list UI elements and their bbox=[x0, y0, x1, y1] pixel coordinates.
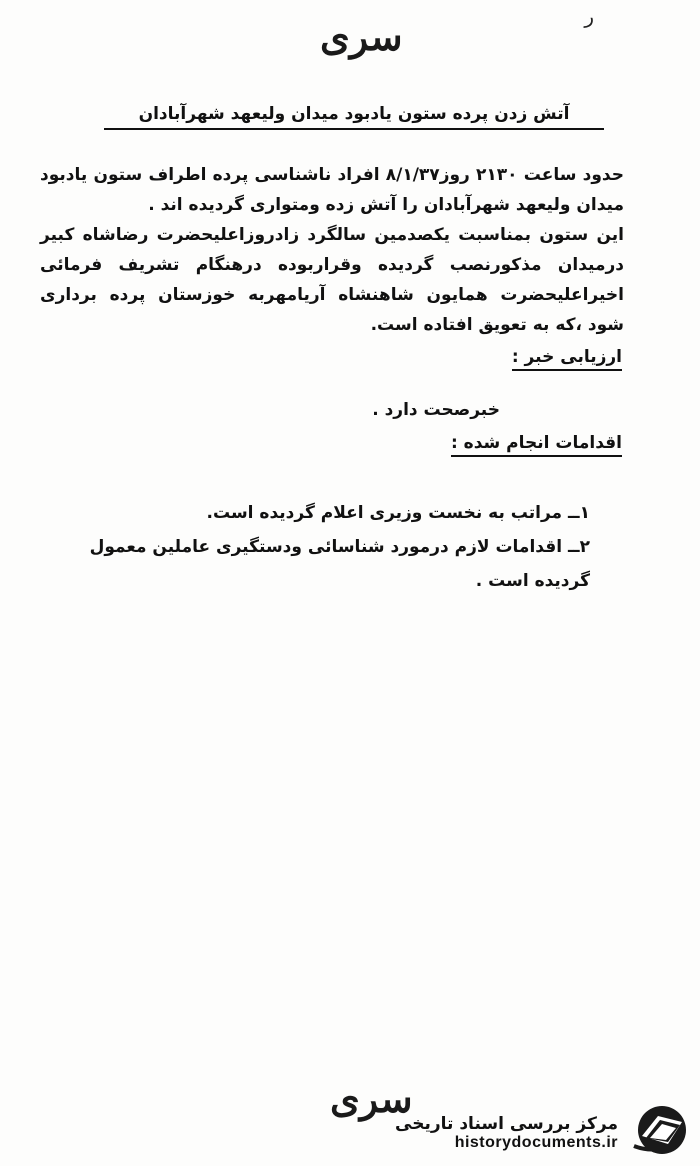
corner-mark: ر bbox=[584, 4, 594, 28]
classification-top: سرى bbox=[320, 14, 403, 59]
report-paragraph: حدود ساعت ۲۱۳۰ روز۸/۱/۳۷ افراد ناشناسی پرده اطراف ستون یادبود میدان ولیعهد شهرآبادان را آتش زده ومتواری گردیده اند . bbox=[40, 165, 625, 215]
action-item: ۲ــ اقدامات لازم درمورد شناسائی ودستگیری عاملین معمول گردیده است . bbox=[89, 537, 590, 591]
brand-name: مرکز بررسی اسناد تاریخی bbox=[395, 1114, 618, 1134]
assessment-heading: ارزیابی خبر : bbox=[512, 347, 622, 371]
report-body bbox=[40, 160, 624, 340]
book-emblem-icon bbox=[624, 1100, 694, 1160]
assessment-text: خبرصحت دارد . bbox=[372, 400, 500, 420]
action-item: ۱ــ مراتب به نخست وزیری اعلام گردیده است. bbox=[206, 503, 590, 523]
document-title: آتش زدن پرده ستون یادبود میدان ولیعهد شهرآبادان bbox=[104, 104, 604, 130]
watermark-brand bbox=[395, 1114, 618, 1152]
brand-url: historydocuments.ir bbox=[454, 1134, 618, 1151]
actions-heading: اقدامات انجام شده : bbox=[451, 433, 622, 457]
classification-bottom: سرى bbox=[330, 1076, 413, 1121]
report-paragraph: این ستون بمناسبت یکصدمین سالگرد زادروزاعلیحضرت رضاشاه کبیر درمیدان مذکورنصب گردیده وقراربوده درهنگام تشریف فرمائی اخیراعلیحضرت همایون شاهنشاه آریامهربه خوزستان پرده برداری شود ،که به تعویق افتاده است. bbox=[40, 225, 624, 335]
actions-list bbox=[30, 496, 590, 598]
